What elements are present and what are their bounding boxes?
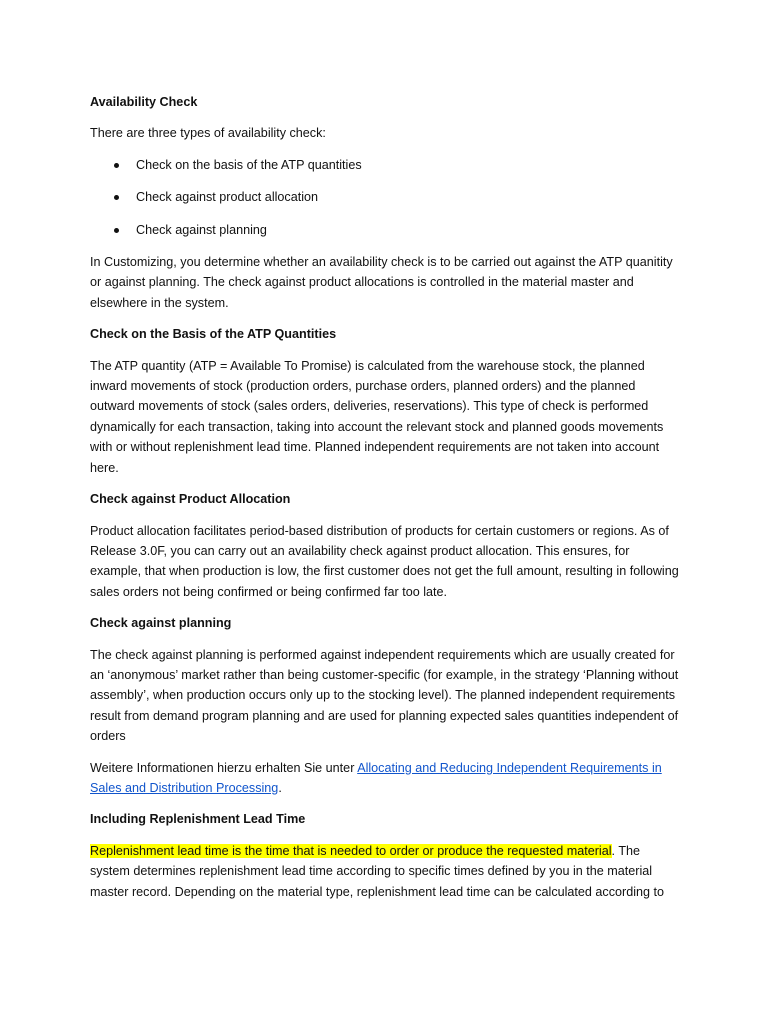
atp-heading: Check on the Basis of the ATP Quantities [90,327,337,342]
replenishment-heading: Including Replenishment Lead Time [90,812,306,827]
planning-paragraph: The check against planning is performed against independent requirements which are usually created for an ‘anonymous’ market rather than being customer-specific (for example, in the strategy ‘Planning without assembly’, when production occurs only up to the stocking level). The planned independent requirements result from demand program planning and are used for planning expected sales quantities independent of orders [90,647,679,744]
intro-paragraph: There are three types of availability check: [90,126,326,141]
more-info-prefix: Weitere Informationen hierzu erhalten Sie unter [90,760,358,775]
list-item [90,220,680,240]
bullet-icon [114,228,119,233]
allocation-heading: Check against Product Allocation [90,492,291,507]
bullet-icon [114,163,119,168]
more-info-suffix: . [278,780,282,795]
document-content [90,92,680,902]
highlighted-definition: Replenishment lead time is the time that is needed to order or produce the requested material [90,843,612,858]
replenishment-paragraph [90,841,680,902]
replenishment-rest: . The system determines replenishment lead time according to specific times defined by you in the material master record. Depending on the material type, replenishment lead time can be calculated according to [90,843,665,899]
more-info-paragraph [90,758,680,799]
list-item-text: Check against product allocation [136,190,319,205]
list-item-text: Check on the basis of the ATP quantities [136,157,362,172]
atp-paragraph: The ATP quantity (ATP = Available To Promise) is calculated from the warehouse stock, the planned inward movements of stock (production orders, purchase orders, planned orders) and the planned outward movements of stock (sales orders, deliveries, reservations). This type of check is performed dynamically for each transaction, taking into account the relevant stock and planned goods movements with or without replenishment lead time. Planned independent requirements are not taken into account here. [90,358,664,475]
allocation-paragraph: Product allocation facilitates period-based distribution of products for certain customers or regions. As of Release 3.0F, you can carry out an availability check against product allocation. This ensures, for example, that when production is low, the first customer does not get the full amount, resulting in following sales orders not being confirmed or being confirmed far too late. [90,523,679,599]
list-item [90,187,680,207]
list-item [90,155,680,175]
planning-heading: Check against planning [90,616,232,631]
check-types-list [90,155,680,240]
customizing-paragraph: In Customizing, you determine whether an availability check is to be carried out against the ATP quanitity or against planning. The check against product allocations is controlled in the material master and elsewhere in the system. [90,255,673,310]
document-title: Availability Check [90,95,198,109]
more-info-link[interactable]: Allocating and Reducing Independent Requirements in Sales and Distribution Processing [90,760,662,795]
list-item-text: Check against planning [136,222,267,237]
bullet-icon [114,195,119,200]
